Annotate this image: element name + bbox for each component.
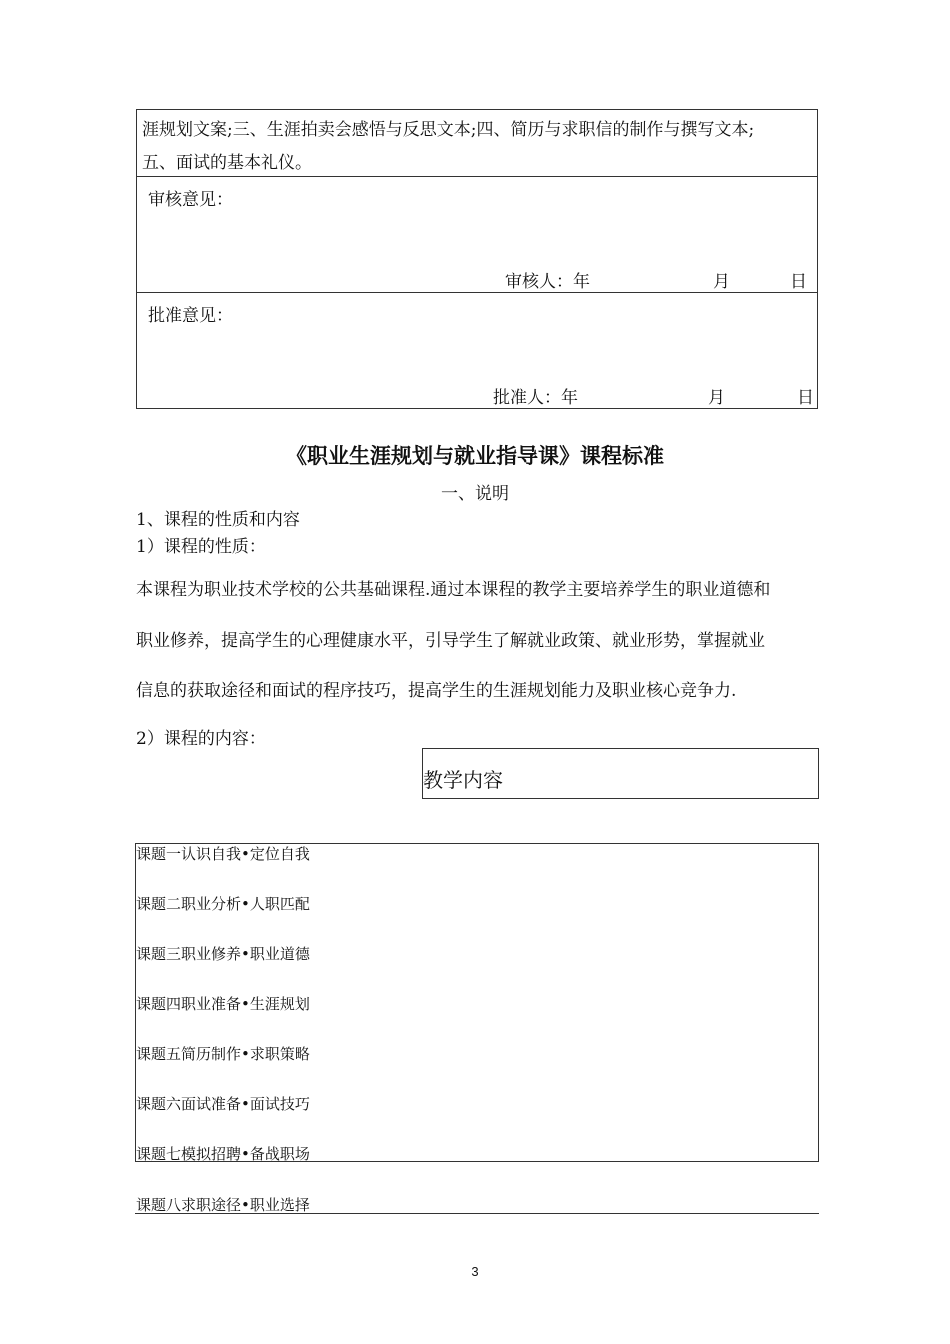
approval-month: 月: [708, 388, 725, 408]
paragraph-line-1: 本课程为职业技术学校的公共基础课程.通过本课程的教学主要培养学生的职业道德和: [136, 580, 771, 600]
item-course-nature-content: 1、课程的性质和内容: [136, 510, 300, 530]
topic-4: 课题四职业准备•生涯规划: [136, 995, 310, 1013]
plan-content-line-2: 五、面试的基本礼仪。: [142, 153, 312, 173]
topic-3: 课题三职业修养•职业道德: [136, 945, 310, 963]
teaching-content-header: 教学内容: [423, 768, 503, 792]
review-month: 月: [713, 272, 730, 292]
review-opinion-label: 审核意见：: [148, 190, 233, 210]
paragraph-line-2: 职业修养，提高学生的心理健康水平，引导学生了解就业政策、就业形势，掌握就业: [136, 631, 765, 651]
topic-5: 课题五简历制作•求职策略: [136, 1045, 310, 1063]
topic-6: 课题六面试准备•面试技巧: [136, 1095, 310, 1113]
paragraph-line-3: 信息的获取途径和面试的程序技巧，提高学生的生涯规划能力及职业核心竞争力.: [136, 681, 737, 701]
topic-7: 课题七模拟招聘•备战职场: [136, 1145, 310, 1163]
approver-signature-line: 批准人：年: [493, 388, 578, 408]
reviewer-signature-line: 审核人：年: [505, 272, 590, 292]
item-course-content: 2）课程的内容：: [136, 729, 266, 749]
page-number: 3: [471, 1264, 479, 1279]
approval-table-divider: [136, 292, 818, 293]
item-course-nature: 1）课程的性质：: [136, 537, 266, 557]
course-title: 《职业生涯规划与就业指导课》课程标准: [286, 444, 664, 468]
plan-content-line-1: 涯规划文案;三、生涯拍卖会感悟与反思文本;四、简历与求职信的制作与撰写文本;: [142, 120, 755, 140]
section-heading-explanation: 一、说明: [441, 484, 509, 504]
topic-2: 课题二职业分析•人职匹配: [136, 895, 310, 913]
topic-8: 课题八求职途径•职业选择: [136, 1196, 310, 1214]
approval-table-divider: [136, 176, 818, 177]
approval-opinion-label: 批准意见：: [148, 306, 233, 326]
topic-8-underline: [135, 1213, 819, 1214]
review-day: 日: [790, 272, 807, 292]
approval-day: 日: [797, 388, 814, 408]
topic-1: 课题一认识自我•定位自我: [136, 845, 310, 863]
